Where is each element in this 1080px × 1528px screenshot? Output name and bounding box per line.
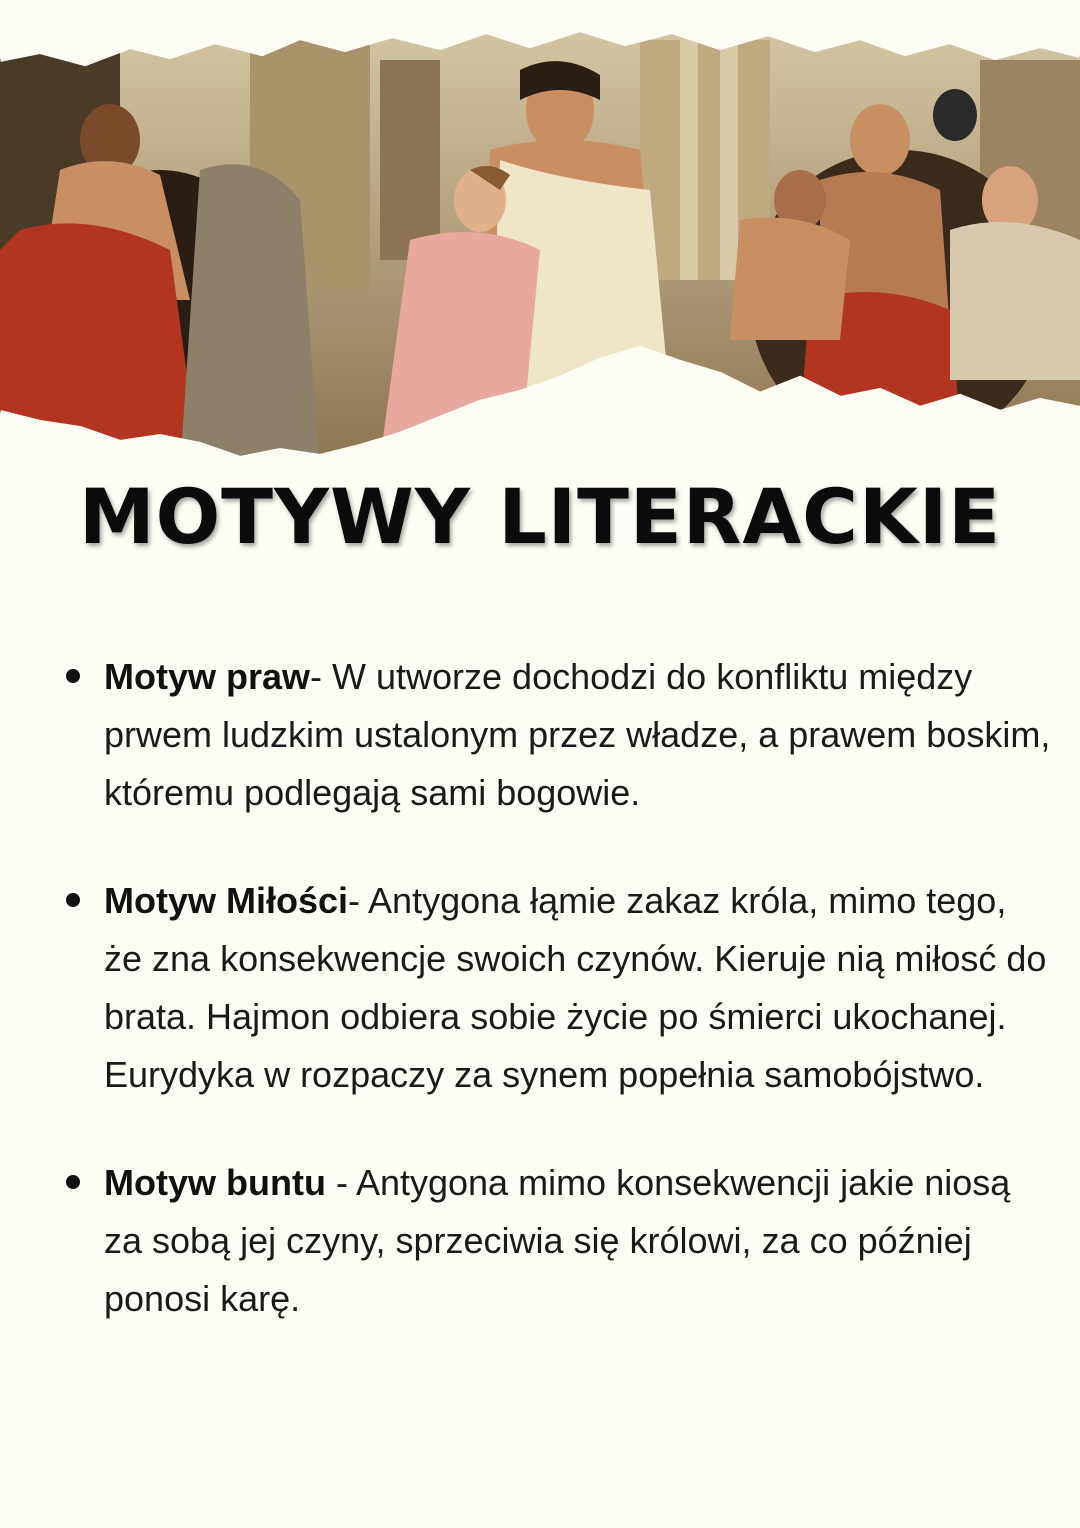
motif-name: Motyw Miłości (104, 880, 349, 921)
bullet-icon (66, 893, 80, 907)
list-item (64, 648, 1054, 822)
motif-description: - W utworze dochodzi do konfliktu między prwem ludzkim ustalonym przez władze, a prawem boskim, któremu podlegają sami bogowie. (104, 656, 1051, 813)
list-item (64, 1154, 1054, 1328)
classical-painting-image (0, 0, 1080, 470)
motif-description: - Antygona łąmie zakaz króla, mimo tego, że zna konsekwencje swoich czynów. Kieruje nią miłosć do brata. Hajmon odbiera sobie życie po śmierci ukochanej. Eurydyka w rozpaczy za synem popełnia samobójstwo. (104, 880, 1047, 1095)
motif-list (64, 648, 1054, 1328)
motif-description: - Antygona mimo konsekwencji jakie niosą za sobą jej czyny, sprzeciwia się królowi, za co później ponosi karę. (104, 1162, 1011, 1319)
bullet-icon (66, 669, 80, 683)
motif-name: Motyw praw (104, 656, 311, 697)
list-item (64, 872, 1054, 1104)
motif-name: Motyw buntu (104, 1162, 326, 1203)
page-title: MOTYWY LITERACKIE (78, 472, 1002, 561)
bullet-icon (66, 1175, 80, 1189)
